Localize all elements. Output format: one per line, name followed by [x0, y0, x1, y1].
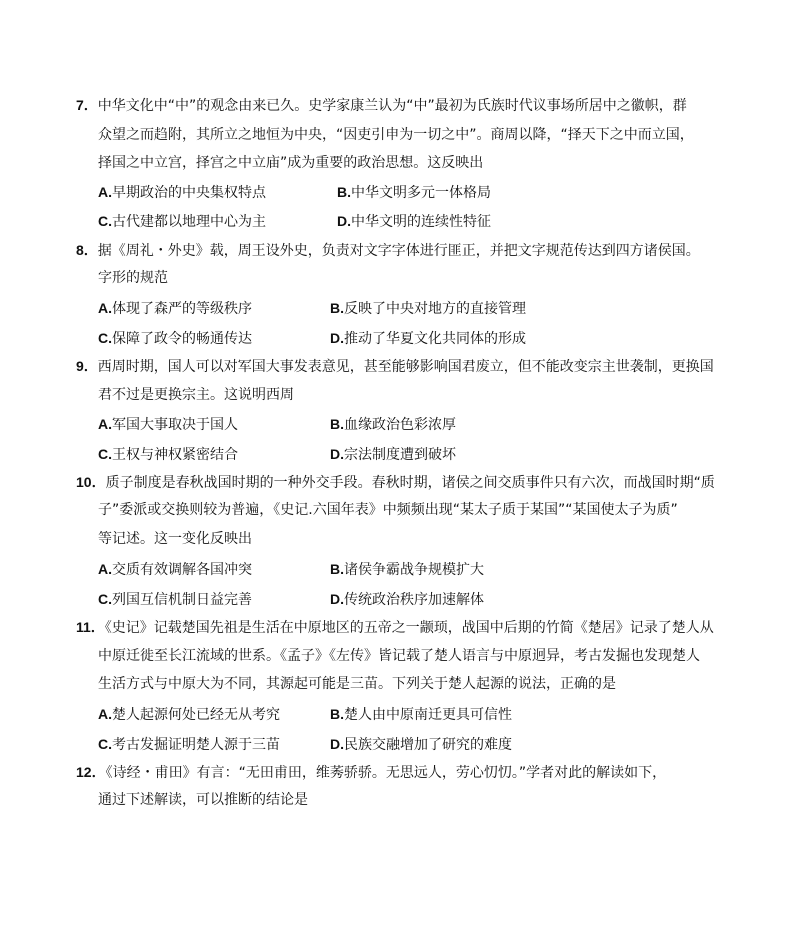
question-8-line-1 [76, 240, 700, 260]
option-letter: C. [98, 736, 112, 752]
option-text: 楚人由中原南迁更具可信性 [344, 707, 512, 723]
option-text: 体现了森严的等级秩序 [112, 301, 252, 317]
question-number: 8． [76, 242, 98, 258]
option-letter: D. [330, 736, 344, 752]
question-text: 中华文化中“中”的观念由来已久。史学家康兰认为“中”最初为氏族时代议事场所居中之徽帜，群 [97, 98, 687, 114]
option-letter: A. [98, 184, 112, 200]
option-text: 诸侯争霸战争规模扩大 [344, 562, 484, 578]
option-text: 考古发掘证明楚人源于三苗 [112, 737, 280, 753]
option-d [337, 211, 491, 231]
question-9-line-2: 君不过是更换宗主。这说明西周 [98, 387, 294, 403]
question-10-line-3: 等记述。这一变化反映出 [98, 531, 252, 547]
option-text: 楚人起源何处已经无从考究 [112, 707, 280, 723]
option-d [330, 734, 512, 754]
option-text: 民族交融增加了研究的难度 [344, 737, 512, 753]
option-text: 交质有效调解各国冲突 [112, 562, 252, 578]
option-c [98, 211, 266, 231]
option-c [98, 734, 280, 754]
option-text: 反映了中央对地方的直接管理 [344, 301, 526, 317]
option-letter: B. [337, 184, 351, 200]
option-text: 王权与神权紧密结合 [112, 447, 238, 463]
question-number: 11． [76, 619, 105, 635]
option-letter: B. [330, 561, 344, 577]
option-d [330, 444, 456, 464]
option-a [98, 298, 252, 318]
question-text: 据《周礼・外史》载，周王设外史，负责对文字字体进行匪正，并把文字规范传达到四方诸侯国。 [97, 243, 700, 259]
option-text: 早期政治的中央集权特点 [112, 185, 266, 201]
option-letter: B. [330, 416, 344, 432]
option-letter: A. [98, 416, 112, 432]
option-letter: C. [98, 446, 112, 462]
option-letter: D. [330, 591, 344, 607]
question-text: 《诗经・甫田》有言：“无田甫田，维莠骄骄。无思远人，劳心忉忉。”学者对此的解读如下， [105, 765, 667, 781]
option-d [330, 328, 526, 348]
question-7-line-2: 众望之而趋附，其所立之地恒为中央，“因吏引申为一切之中”。商周以降，“择天下之中而立国， [98, 127, 694, 143]
question-12-line-2: 通过下述解读，可以推断的结论是 [98, 792, 308, 808]
question-11-line-2: 中原迁徙至长江流域的世系。《孟子》《左传》皆记载了楚人语言与中原迥异，考古发掘也发现楚人 [98, 648, 700, 664]
option-text: 血缘政治色彩浓厚 [344, 417, 456, 433]
option-text: 军国大事取决于国人 [112, 417, 238, 433]
question-text: 西周时期，国人可以对军国大事发表意见，甚至能够影响国君废立，但不能改变宗主世袭制，更换国 [97, 359, 714, 375]
question-number: 10． [76, 474, 106, 490]
option-letter: C. [98, 213, 112, 229]
question-8-line-2: 字形的规范 [98, 270, 168, 286]
option-text: 宗法制度遭到破坏 [344, 447, 456, 463]
option-b [337, 182, 491, 202]
question-12-line-1 [76, 762, 666, 782]
option-b [330, 559, 484, 579]
option-letter: B. [330, 300, 344, 316]
question-number: 9． [76, 358, 98, 374]
option-c [98, 589, 252, 609]
option-letter: D. [330, 330, 344, 346]
option-letter: A. [98, 706, 112, 722]
option-c [98, 444, 238, 464]
option-c [98, 328, 252, 348]
option-text: 列国互信机制日益完善 [112, 592, 252, 608]
option-text: 中华文明多元一体格局 [351, 185, 491, 201]
option-text: 古代建都以地理中心为主 [112, 214, 266, 230]
question-11-line-3: 生活方式与中原大为不同，其源起可能是三苗。下列关于楚人起源的说法，正确的是 [98, 676, 616, 692]
question-text: 质子制度是春秋战国时期的一种外交手段。春秋时期，诸侯之间交质事件只有六次，而战国时期“质 [105, 475, 715, 491]
question-number: 12． [76, 764, 106, 780]
option-a [98, 414, 238, 434]
option-text: 传统政治秩序加速解体 [344, 592, 484, 608]
question-text: 《史记》记载楚国先祖是生活在中原地区的五帝之一颛顼，战国中后期的竹简《楚居》记录了楚人从 [104, 620, 714, 636]
question-7-line-1 [76, 95, 687, 115]
option-b [330, 704, 512, 724]
option-letter: A. [98, 300, 112, 316]
option-a [98, 559, 252, 579]
question-10-line-1 [76, 472, 715, 492]
option-letter: D. [337, 213, 351, 229]
option-text: 中华文明的连续性特征 [351, 214, 491, 230]
option-letter: B. [330, 706, 344, 722]
question-7-line-3: 择国之中立宫，择宫之中立庙”成为重要的政治思想。这反映出 [98, 155, 484, 171]
option-a [98, 704, 280, 724]
question-number: 7． [76, 97, 98, 113]
option-letter: C. [98, 330, 112, 346]
question-11-line-1 [76, 617, 714, 637]
option-letter: D. [330, 446, 344, 462]
option-letter: A. [98, 561, 112, 577]
option-text: 保障了政令的畅通传达 [112, 331, 252, 347]
question-10-line-2: 子”委派或交换则较为普遍，《史记.六国年表》中频频出现“某太子质于某国”“某国使太子为质” [98, 502, 678, 518]
option-text: 推动了华夏文化共同体的形成 [344, 331, 526, 347]
option-b [330, 414, 456, 434]
option-letter: C. [98, 591, 112, 607]
option-d [330, 589, 484, 609]
option-a [98, 182, 266, 202]
option-b [330, 298, 526, 318]
question-9-line-1 [76, 356, 714, 376]
